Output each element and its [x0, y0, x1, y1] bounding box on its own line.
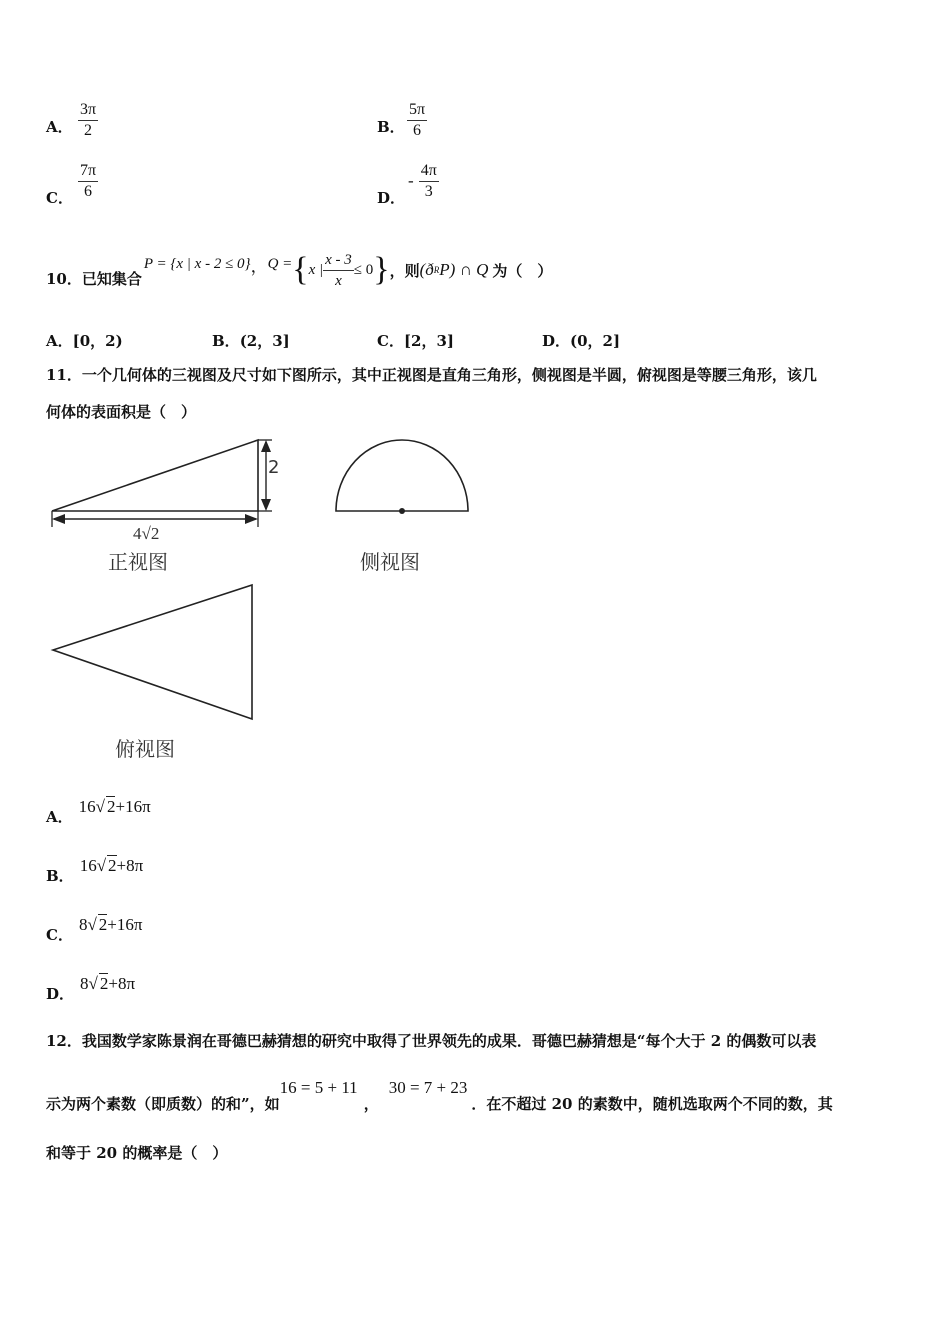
q11-option-d: D． 8√ 2+8π — [46, 974, 136, 1003]
q10-suffix: 为（ ） — [492, 261, 553, 280]
top-view — [53, 585, 252, 719]
q10-set-q-var: x | — [308, 261, 324, 278]
side-view — [336, 440, 468, 514]
front-view-width-label: 4√2 — [133, 524, 160, 543]
q10-set-q-right: ≤ 0 — [353, 261, 374, 278]
q9-option-b-value — [407, 100, 427, 141]
q12-stem-line2 — [46, 1078, 833, 1118]
q10-complement: (ð — [419, 260, 434, 279]
q9-c-denominator: 6 — [78, 181, 98, 202]
q9-option-d-value — [408, 161, 439, 202]
q9-option-a-value — [78, 100, 98, 141]
front-view-triangle — [52, 440, 258, 511]
q9-b-numerator: 5π — [409, 101, 426, 118]
q9-option-c-value — [78, 161, 98, 202]
q11-option-a: A． 16√ 2+16π — [46, 797, 151, 826]
q12-example-2: 30 = 7 + 23 — [388, 1078, 468, 1097]
q10-option-a: A．[0，2) — [46, 332, 123, 350]
q10-expr-rest: P) ∩ Q — [439, 260, 489, 279]
front-view-height-label: 2 — [268, 457, 280, 478]
top-view-triangle — [53, 585, 252, 719]
q10-set-q-numerator: x - 3 — [325, 251, 352, 268]
q10-set-q-left: Q = — [267, 255, 293, 272]
side-view-caption: 侧视图 — [360, 550, 420, 574]
q9-d-denominator: 3 — [419, 181, 439, 202]
q10-prefix: 10．已知集合 — [46, 269, 142, 288]
q12-line2-end: ．在不超过 20 的素数中，随机选取两个不同的数，其 — [471, 1095, 833, 1113]
q12-example-1: 16 = 5 + 11 — [279, 1078, 358, 1097]
q9-d-negative-sign: - — [408, 171, 414, 190]
q9-a-denominator: 2 — [78, 120, 98, 141]
top-view-caption: 俯视图 — [115, 737, 175, 761]
q11-stem-line2: 何体的表面积是（ ） — [46, 403, 197, 421]
q10-complement-sub: R — [433, 265, 440, 275]
q12-comma: ， — [363, 1095, 379, 1113]
q10-set-p: P = {x | x - 2 ≤ 0} — [143, 255, 251, 272]
front-view-caption: 正视图 — [108, 550, 168, 574]
front-view — [52, 440, 272, 527]
q12-line2-start: 示为两个素数（即质数）的和”，如 — [46, 1095, 280, 1113]
q10-option-b: B．(2，3] — [212, 332, 290, 350]
side-view-center-dot — [399, 508, 405, 514]
q9-c-numerator: 7π — [80, 162, 97, 179]
q10-option-c: C．[2，3] — [377, 332, 455, 350]
q11-stem-line1: 11．一个几何体的三视图及尺寸如下图所示，其中正视图是直角三角形，侧视图是半圆，俯视图是等腰三角形，该几 — [46, 366, 817, 384]
q11-three-view-figure — [40, 430, 500, 770]
q10-option-d: D．(0，2] — [542, 332, 621, 350]
q9-option-b-label: B． — [377, 118, 405, 136]
q11-option-c: C． 8√ 2+16π — [46, 915, 143, 944]
q9-option-d-label: D． — [377, 189, 406, 207]
q9-d-numerator: 4π — [420, 162, 437, 179]
q10-then: ，则 — [389, 261, 420, 280]
q12-stem-line1: 12．我国数学家陈景润在哥德巴赫猜想的研究中取得了世界领先的成果．哥德巴赫猜想是“每个大于 2 的偶数可以表 — [46, 1032, 817, 1050]
q10-stem: 10．已知集合 P = {x | x - 2 ≤ 0} ， Q = { x | $\frac{x - 3}{x}$ ≤ 0 } ，则 (ð R P) ∩ Q 为（ ） — [46, 251, 553, 289]
side-view-semicircle — [336, 440, 468, 511]
q10-set-q-denominator: x — [323, 270, 354, 291]
q9-option-c-label: C． — [46, 189, 73, 207]
q12-stem-line3: 和等于 20 的概率是（ ） — [46, 1144, 228, 1162]
q9-option-a-label: A． — [46, 118, 73, 136]
q9-b-denominator: 6 — [407, 120, 427, 141]
q11-option-b: B． 16√ 2+8π — [46, 856, 144, 885]
q10-separator: ， — [250, 256, 268, 276]
q9-a-numerator: 3π — [80, 101, 97, 118]
